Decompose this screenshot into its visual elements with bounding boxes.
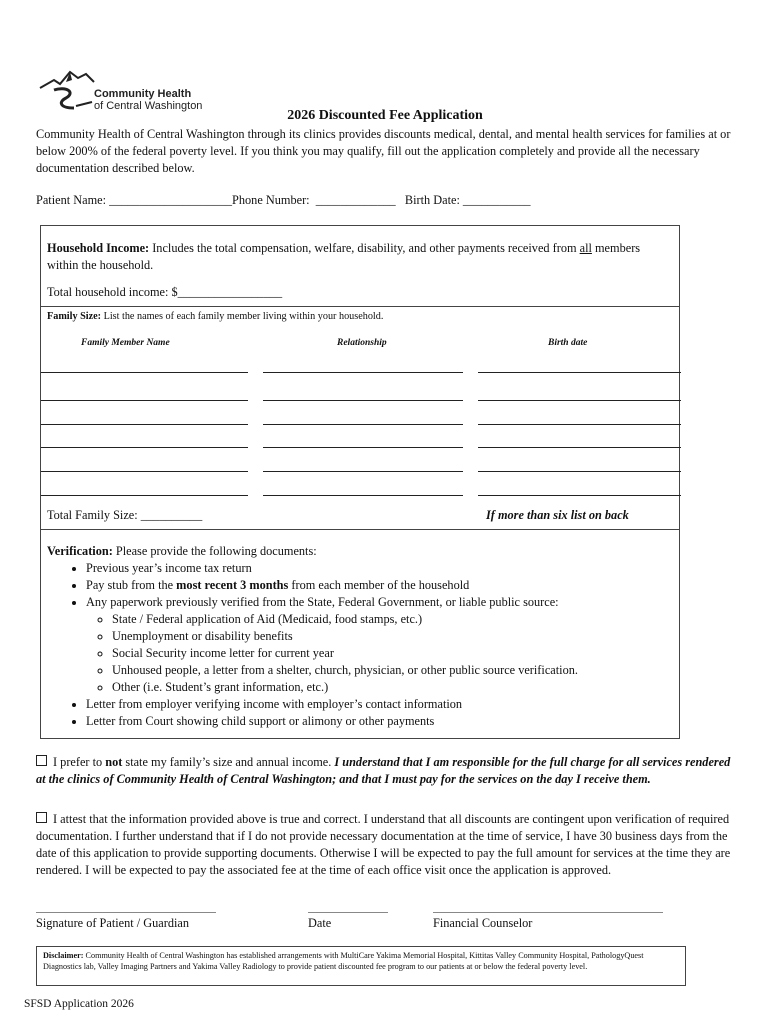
column-header-birth-date: Birth date xyxy=(548,338,588,348)
verification-sub-item: ◦ Unemployment or disability benefits xyxy=(112,628,676,645)
attest-checkbox[interactable] xyxy=(36,812,47,823)
verification-heading xyxy=(47,543,317,560)
logo-line-2: of Central Washington xyxy=(94,100,203,112)
household-income-desc-end: members within the household. xyxy=(47,241,641,272)
family-relationship-line[interactable] xyxy=(263,400,463,401)
total-family-size-field[interactable]: Total Family Size: __________ xyxy=(47,508,203,522)
family-birthdate-line[interactable] xyxy=(478,495,681,496)
total-household-income-field[interactable]: Total household income: $_________________ xyxy=(47,285,283,299)
family-birthdate-line[interactable] xyxy=(478,471,681,472)
verification-sub-item: ◦ Other (i.e. Student’s grant information, etc.) xyxy=(112,679,676,696)
household-income-label: Household Income: xyxy=(47,241,150,255)
family-name-line[interactable] xyxy=(41,495,248,496)
pay-stub-text-end: from each member of the household xyxy=(288,578,470,592)
verification-sub-item: ◦ State / Federal application of Aid (Medicaid, food stamps, etc.) xyxy=(112,611,676,628)
logo-line-1: Community Health xyxy=(94,88,192,100)
patient-signature-line[interactable] xyxy=(36,912,216,913)
family-birthdate-line[interactable] xyxy=(478,424,681,425)
family-name-line[interactable] xyxy=(41,471,248,472)
paperwork-text: Any paperwork previously verified from the State, Federal Government, or liable public source: xyxy=(86,595,559,609)
page-title: 2026 Discounted Fee Application xyxy=(287,108,483,123)
family-relationship-line[interactable] xyxy=(263,471,463,472)
pay-stub-text: Pay stub from the xyxy=(86,578,177,592)
prefer-not-statement xyxy=(36,754,736,788)
patient-info-line[interactable]: Patient Name: ____________________Phone Number: _____________ Birth Date: ___________ xyxy=(36,193,531,207)
family-relationship-line[interactable] xyxy=(263,495,463,496)
family-name-line[interactable] xyxy=(41,424,248,425)
disclaimer-text: Community Health of Central Washington has established arrangements with MultiCare Yakima Memorial Hospital, Kittitas Valley Community Hospital, PathologyQuest Diagnostics lab, Valley Imaging Partners and Yakima Valley Radiology to provide patient discounted fee program to our patients at or below the federal poverty level. xyxy=(43,951,644,971)
column-header-relationship: Relationship xyxy=(337,338,387,348)
patient-signature-label: Signature of Patient / Guardian xyxy=(36,916,189,930)
family-size-desc: List the names of each family member living within your household. xyxy=(101,311,384,322)
household-income-desc: Includes the total compensation, welfare, disability, and other payments received from xyxy=(149,241,580,255)
section-divider xyxy=(41,529,679,530)
intro-paragraph: Community Health of Central Washington through its clinics provides discounts medical, dental, and mental health services for families at or below 200% of the federal poverty level. If you think you may qualify, fill out the application completely and provide all the necessary documentation described below. xyxy=(36,127,731,175)
family-relationship-line[interactable] xyxy=(263,447,463,448)
family-birthdate-line[interactable] xyxy=(478,447,681,448)
family-birthdate-line[interactable] xyxy=(478,400,681,401)
family-birthdate-line[interactable] xyxy=(478,372,681,373)
verification-item: • Letter from Court showing child support or alimony or other payments xyxy=(86,713,676,730)
date-label: Date xyxy=(308,916,332,930)
household-income-text xyxy=(47,240,672,274)
disclaimer-label: Disclaimer: xyxy=(43,951,84,960)
application-form-box xyxy=(40,225,680,739)
disclaimer-box xyxy=(36,946,686,986)
verification-desc: Please provide the following documents: xyxy=(112,544,317,558)
verification-sub-item: ◦ Social Security income letter for current year xyxy=(112,645,676,662)
prefer-not-checkbox[interactable] xyxy=(36,755,47,766)
column-header-name: Family Member Name xyxy=(81,338,170,348)
verification-list xyxy=(41,560,676,730)
family-size-text xyxy=(47,308,383,325)
family-relationship-line[interactable] xyxy=(263,372,463,373)
family-size-label: Family Size: xyxy=(47,311,102,322)
verification-sub-item: ◦ Unhoused people, a letter from a shelter, church, physician, or other public source verification. xyxy=(112,662,676,679)
more-than-six-note: If more than six list on back xyxy=(486,508,629,522)
financial-counselor-label: Financial Counselor xyxy=(433,916,533,930)
date-signature-line[interactable] xyxy=(308,912,388,913)
prefer-text-end: state my family’s size and annual income. xyxy=(122,755,335,769)
verification-label: Verification: xyxy=(47,544,113,558)
attestation-statement xyxy=(36,811,736,879)
footer-text: SFSD Application 2026 xyxy=(24,998,134,1010)
attest-text: I attest that the information provided above is true and correct. I understand that all discounts are contingent upon verification of required documentation. I further understand that if I do not provide necessary documentation at the time of service, I have 30 business days from the date of this application to provide supporting documents. Otherwise I will be expected to pay the full amount for services at the time they are rendered. I will be expected to pay the associated fee at the time of each office visit once the application is approved. xyxy=(36,812,731,877)
verification-item: • Previous year’s income tax return xyxy=(86,560,676,577)
counselor-signature-line[interactable] xyxy=(433,912,663,913)
verification-item xyxy=(86,594,676,696)
family-relationship-line[interactable] xyxy=(263,424,463,425)
section-divider xyxy=(41,306,679,307)
household-income-all: all xyxy=(579,241,592,255)
family-name-line[interactable] xyxy=(41,372,248,373)
pay-stub-emphasis: most recent 3 months xyxy=(176,578,289,592)
prefer-not-emphasis: not xyxy=(105,755,123,769)
verification-item xyxy=(86,577,676,594)
family-name-line[interactable] xyxy=(41,447,248,448)
verification-item: • Letter from employer verifying income with employer’s contact information xyxy=(86,696,676,713)
prefer-text: I prefer to xyxy=(53,755,106,769)
family-name-line[interactable] xyxy=(41,400,248,401)
prefer-responsibility-text: I understand that I am responsible for the full charge for all services rendered at the clinics of Community Health of Central Washington; and that I must pay for the services on the day I receive them. xyxy=(36,755,731,786)
